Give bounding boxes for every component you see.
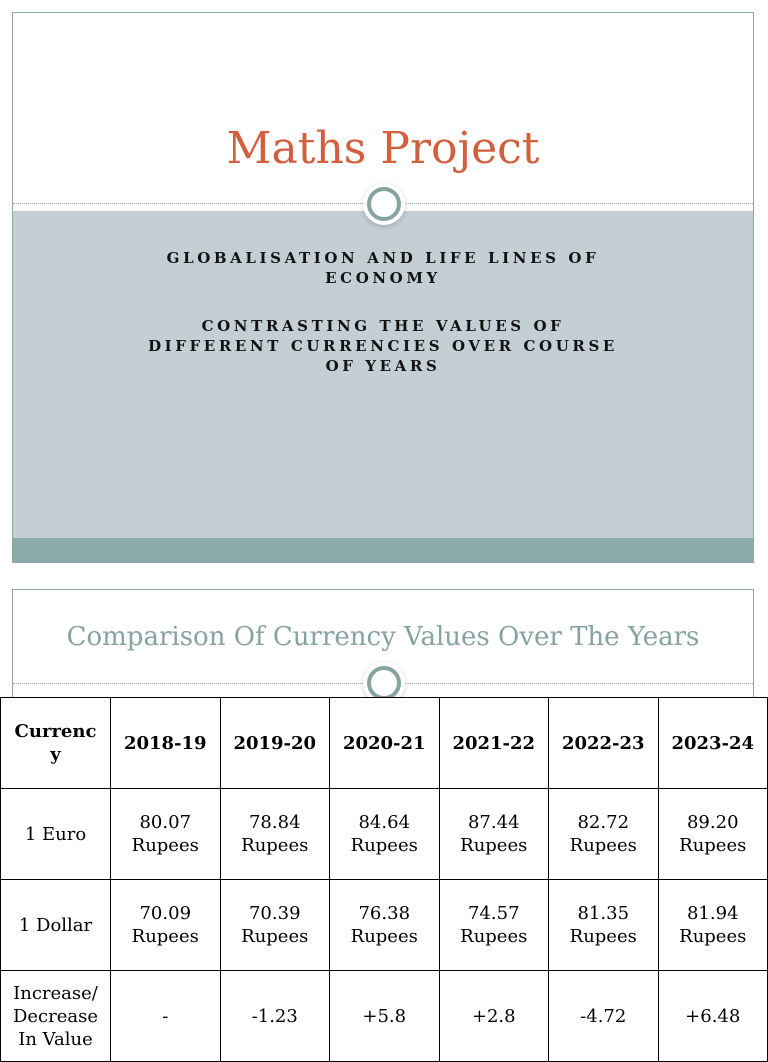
table-cell: 84.64 Rupees: [330, 789, 440, 880]
table-cell: 70.09 Rupees: [111, 880, 221, 971]
subtitle-line-1: GLOBALISATION AND LIFE LINES OF ECONOMY: [166, 249, 600, 287]
row-label: 1 Dollar: [1, 880, 111, 971]
table-cell: +2.8: [439, 971, 549, 1062]
header-year: 2023-24: [658, 698, 768, 789]
table-row: [1, 971, 768, 1062]
table-row: [1, 789, 768, 880]
table-row: [1, 880, 768, 971]
table-cell: 89.20 Rupees: [658, 789, 768, 880]
subtitle-band: [13, 211, 753, 538]
ring-divider-icon: [367, 666, 401, 700]
header-year: 2021-22: [439, 698, 549, 789]
page-title: Maths Project: [226, 123, 540, 174]
title-slide: [12, 12, 754, 563]
header-year: 2018-19: [111, 698, 221, 789]
slide-title: Comparison Of Currency Values Over The Years: [66, 622, 700, 652]
table-cell: -: [111, 971, 221, 1062]
table-cell: +5.8: [330, 971, 440, 1062]
table-cell: 80.07 Rupees: [111, 789, 221, 880]
table-cell: 78.84 Rupees: [220, 789, 330, 880]
row-label: Increase/ Decrease In Value: [1, 971, 111, 1062]
header-year: 2019-20: [220, 698, 330, 789]
header-currency: Currenc y: [1, 698, 111, 789]
footer-bar: [13, 538, 753, 563]
table-cell: 70.39 Rupees: [220, 880, 330, 971]
table-header-row: [1, 698, 768, 789]
table-cell: -1.23: [220, 971, 330, 1062]
table-cell: 87.44 Rupees: [439, 789, 549, 880]
header-year: 2022-23: [549, 698, 659, 789]
table-cell: 74.57 Rupees: [439, 880, 549, 971]
currency-table: [0, 697, 768, 1062]
table-cell: 82.72 Rupees: [549, 789, 659, 880]
table-cell: +6.48: [658, 971, 768, 1062]
table-cell: 76.38 Rupees: [330, 880, 440, 971]
table-cell: -4.72: [549, 971, 659, 1062]
table-cell: 81.35 Rupees: [549, 880, 659, 971]
title-area: [13, 13, 753, 203]
table-cell: 81.94 Rupees: [658, 880, 768, 971]
ring-divider-icon: [367, 187, 401, 221]
row-label: 1 Euro: [1, 789, 111, 880]
subtitle-line-2: CONTRASTING THE VALUES OF DIFFERENT CURRENCIES OVER COURSE OF YEARS: [148, 317, 618, 375]
header-year: 2020-21: [330, 698, 440, 789]
